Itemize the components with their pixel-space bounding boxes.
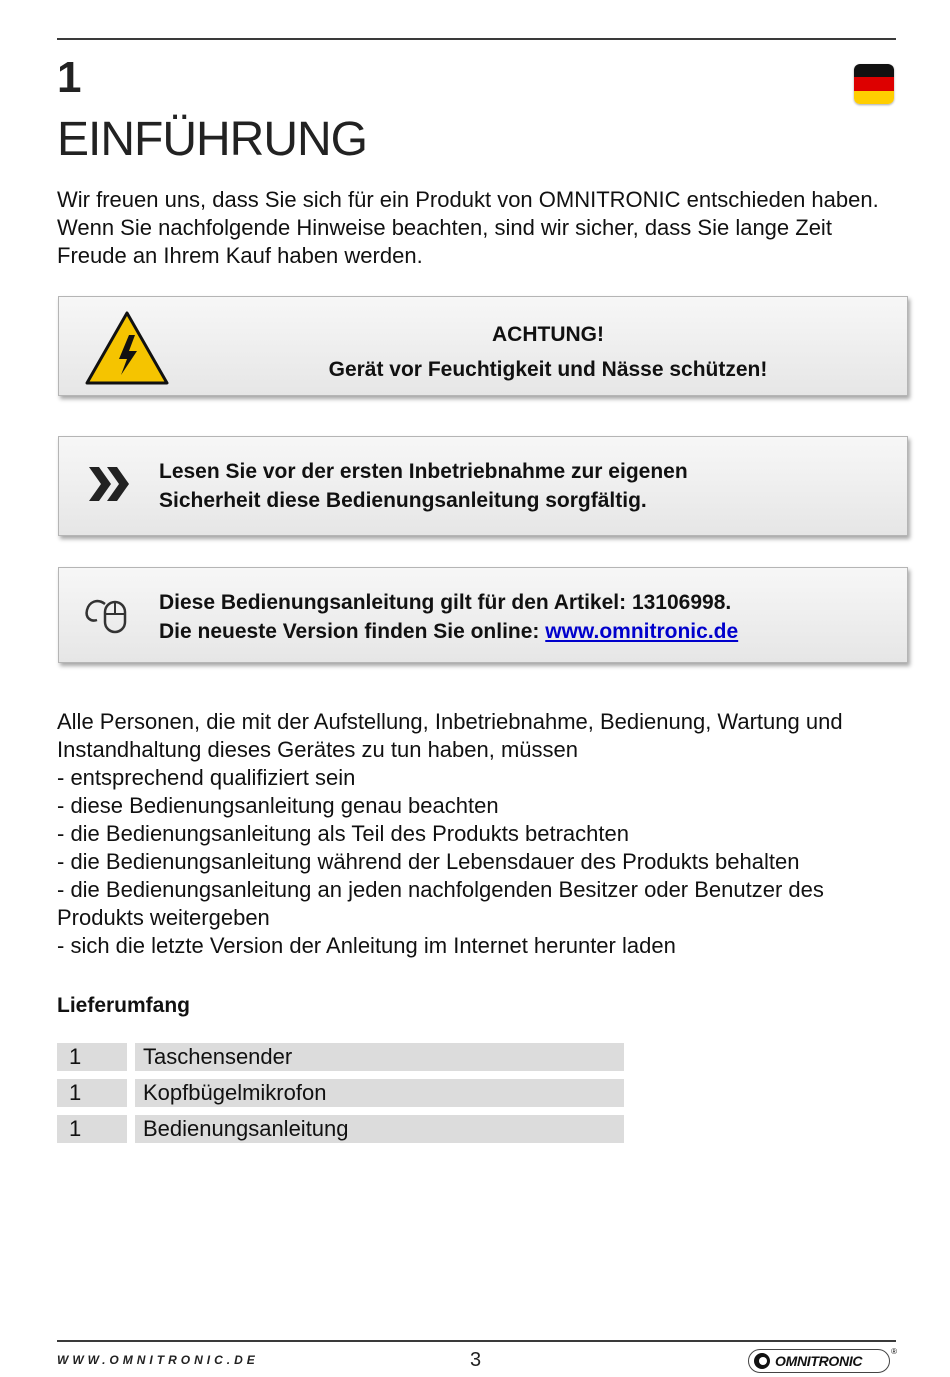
list-item: - die Bedienungsanleitung während der Lebensdauer des Produkts behalten — [57, 849, 800, 874]
warning-heading: ACHTUNG! — [492, 323, 604, 346]
chapter-number: 1 — [57, 53, 82, 102]
online-version-label: Die neueste Version finden Sie online: — [159, 620, 546, 643]
list-item: - die Bedienungsanleitung an jeden nachfolgenden Besitzer oder Benutzer des Produkts weitergeben — [57, 877, 824, 930]
footer-rule — [57, 1340, 896, 1342]
scope-title: Lieferumfang — [57, 994, 191, 1017]
online-version-line — [159, 617, 738, 646]
double-chevron-icon — [89, 465, 131, 508]
page-number: 3 — [470, 1349, 482, 1371]
scope-item: Bedienungsanleitung — [135, 1115, 624, 1143]
list-item: - diese Bedienungsanleitung genau beachten — [57, 793, 499, 818]
article-number-line: Diese Bedienungsanleitung gilt für den Artikel: 13106998. — [159, 591, 732, 614]
read-manual-line-2: Sicherheit diese Bedienungsanleitung sorgfältig. — [159, 489, 647, 512]
intro-paragraph: Wir freuen uns, dass Sie sich für ein Produkt von OMNITRONIC entschieden haben. Wenn Sie nachfolgende Hinweise beachten, sind wir sicher, dass Sie lange Zeit Freude an Ihrem Kauf haben werden. — [57, 187, 879, 268]
omnitronic-logo-mark-icon — [753, 1352, 771, 1370]
persons-requirements — [57, 708, 897, 960]
warning-box — [58, 296, 908, 396]
german-flag-icon — [854, 64, 894, 104]
list-item: - sich die letzte Version der Anleitung im Internet herunter laden — [57, 933, 676, 958]
scope-quantity: 1 — [57, 1043, 127, 1071]
scope-item: Kopfbügelmikrofon — [135, 1079, 624, 1107]
list-item: - entsprechend qualifiziert sein — [57, 765, 356, 790]
chapter-title: EINFÜHRUNG — [57, 113, 367, 166]
read-manual-box — [58, 436, 908, 536]
scope-quantity: 1 — [57, 1079, 127, 1107]
top-rule — [57, 38, 896, 40]
high-voltage-warning-icon — [83, 309, 171, 392]
warning-text: Gerät vor Feuchtigkeit und Nässe schützen! — [328, 358, 768, 381]
logo-text: OMNITRONIC — [775, 1353, 863, 1369]
omnitronic-logo — [748, 1347, 897, 1373]
footer-url: WWW.OMNITRONIC.DE — [57, 1353, 259, 1367]
persons-lead-text: Alle Personen, die mit der Aufstellung, Inbetriebnahme, Bedienung, Wartung und Instandhaltung dieses Gerätes zu tun haben, müssen — [57, 709, 843, 762]
scope-quantity: 1 — [57, 1115, 127, 1143]
list-item: - die Bedienungsanleitung als Teil des Produkts betrachten — [57, 821, 629, 846]
online-version-box — [58, 567, 908, 663]
mouse-icon — [81, 592, 131, 647]
registered-mark: ® — [891, 1347, 897, 1356]
omnitronic-website-link[interactable]: www.omnitronic.de — [545, 620, 739, 643]
read-manual-line-1: Lesen Sie vor der ersten Inbetriebnahme zur eigenen — [159, 460, 688, 483]
scope-item: Taschensender — [135, 1043, 624, 1071]
